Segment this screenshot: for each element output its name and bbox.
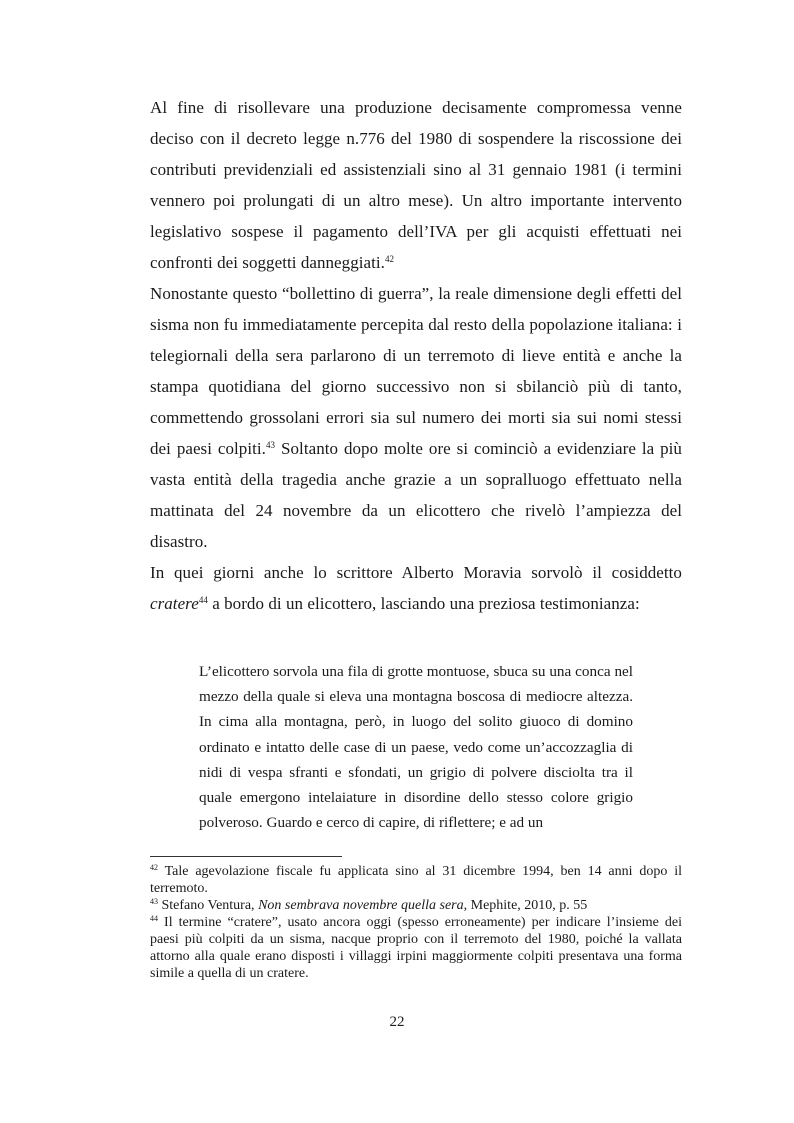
page-number: 22 — [389, 1014, 405, 1030]
paragraph-3: In quei giorni anche lo scrittore Alberto Moravia sorvolò il cosiddetto cratere$^{44}$ a bordo di un elicottero, lasciando una preziosa testimonianza: — [150, 563, 682, 613]
footnote-ref-44[interactable]: 44 — [198, 595, 208, 605]
footnotes — [150, 863, 682, 982]
main-text — [150, 92, 682, 619]
footnote-separator — [150, 856, 342, 857]
footnote-44: $^{44}$ Il termine “cratere”, usato ancora oggi (spesso erroneamente) per indicare l’insieme dei paesi più colpiti da un sisma, nacque proprio con il terremoto del 1980, poiché la vallata attorno alla quale erano disposti i villaggi irpini maggiormente colpiti presentava una forma simile a quella di un cratere. — [150, 914, 682, 981]
term-cratere: cratere — [150, 594, 199, 613]
quote-text: L’elicottero sorvola una fila di grotte montuose, sbuca su una conca nel mezzo della quale si eleva una montagna boscosa di mediocre altezza. In cima alla montagna, però, in luogo del solito giuoco di domino ordinato e intatto delle case di un paese, vedo come un’accozzaglia di nidi di vespa sfranti e sfondati, un grigio di polvere disciolta tra il quale emergono intelaiature in disordine dello stesso colore grigio polveroso. Guardo e cerco di capire, di riflettere; e ad un — [199, 663, 633, 832]
footnote-42: $^{42}$ Tale agevolazione fiscale fu applicata sino al 31 dicembre 1994, ben 14 anni dopo il terremoto. — [150, 863, 682, 896]
footnote-ref-42[interactable]: 42 — [384, 254, 395, 264]
footnote-ref-43[interactable]: 43 — [265, 440, 276, 450]
block-quote — [199, 659, 633, 835]
paragraph-2: Nonostante questo “bollettino di guerra”, la reale dimensione degli effetti del sisma non fu immediatamente percepita dal resto della popolazione italiana: i telegiornali della sera parlarono di un terremoto di lieve entità e anche la stampa quotidiana del giorno successivo non si sbilanciò più di tanto, commettendo grossolani errori sia sul numero dei morti sia sui nomi stessi dei paesi colpiti.$^{43}$ Soltanto dopo molte ore si cominciò a evidenziare la più vasta entità della tragedia anche grazie a un sopralluogo effettuato nella mattinata del 24 novembre da un elicottero che rivelò l’ampiezza del disastro. — [150, 284, 682, 551]
footnote-43: $^{43}$ Stefano Ventura, Non sembrava novembre quella sera, Mephite, 2010, p. 55 — [150, 897, 588, 913]
paragraph-1: Al fine di risollevare una produzione decisamente compromessa venne deciso con il decreto legge n.776 del 1980 di sospendere la riscossione dei contributi previdenziali ed assistenziali sino al 31 gennaio 1981 (i termini vennero poi prolungati di un altro mese). Un altro importante intervento legislativo sospese il pagamento dell’IVA per gli acquisti effettuati nei confronti dei soggetti danneggiati.$^{42}$ — [150, 98, 682, 272]
